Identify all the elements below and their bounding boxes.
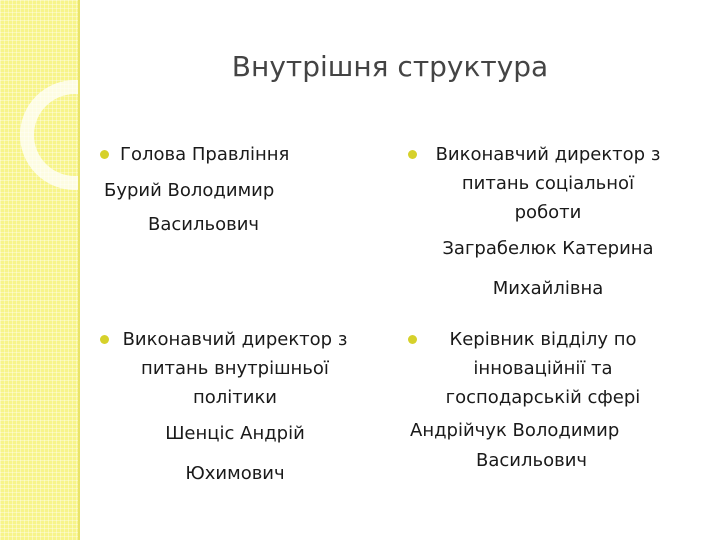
role-line: питань соціальної [461, 173, 635, 194]
side-band-edge [78, 0, 80, 540]
role-title [100, 325, 370, 412]
decorative-side-band [0, 0, 78, 540]
role-line: роботи [514, 202, 582, 223]
bullet-icon [408, 150, 417, 159]
person-name [408, 416, 678, 476]
org-item-3 [100, 325, 370, 494]
role-line: Голова Правління [120, 144, 290, 165]
bullet-icon [408, 335, 417, 344]
bullet-icon [100, 335, 109, 344]
name-line: Заграбелюк Катерина [442, 238, 654, 259]
bullet-icon [100, 150, 109, 159]
role-line: питань внутрішньої [141, 358, 329, 379]
role-title [408, 325, 678, 412]
org-item-1 [100, 140, 350, 242]
person-name [100, 174, 350, 242]
role-title [408, 140, 688, 227]
name-line: Юхимович [185, 463, 285, 484]
role-line: політики [192, 387, 278, 408]
person-name [408, 229, 688, 309]
role-line: Виконавчий директор з [122, 329, 348, 350]
name-line: Бурий Володимир [104, 180, 275, 201]
name-line: Михайлівна [492, 278, 604, 299]
name-line: Шенціс Андрій [165, 423, 305, 444]
name-line: Васильович [476, 450, 588, 471]
role-line: Виконавчий директор з [435, 144, 661, 165]
org-item-4 [408, 325, 678, 476]
name-line: Андрійчук Володимир [410, 420, 620, 441]
person-name [100, 414, 370, 494]
org-item-2 [408, 140, 688, 309]
role-line: господарській сфері [445, 387, 641, 408]
slide-title: Внутрішня структура [231, 50, 549, 83]
role-title [100, 140, 350, 170]
name-line: Васильович [148, 214, 260, 235]
decorative-ring [20, 80, 78, 190]
role-line: Керівник відділу по [449, 329, 637, 350]
role-line: інноваційнії та [473, 358, 613, 379]
